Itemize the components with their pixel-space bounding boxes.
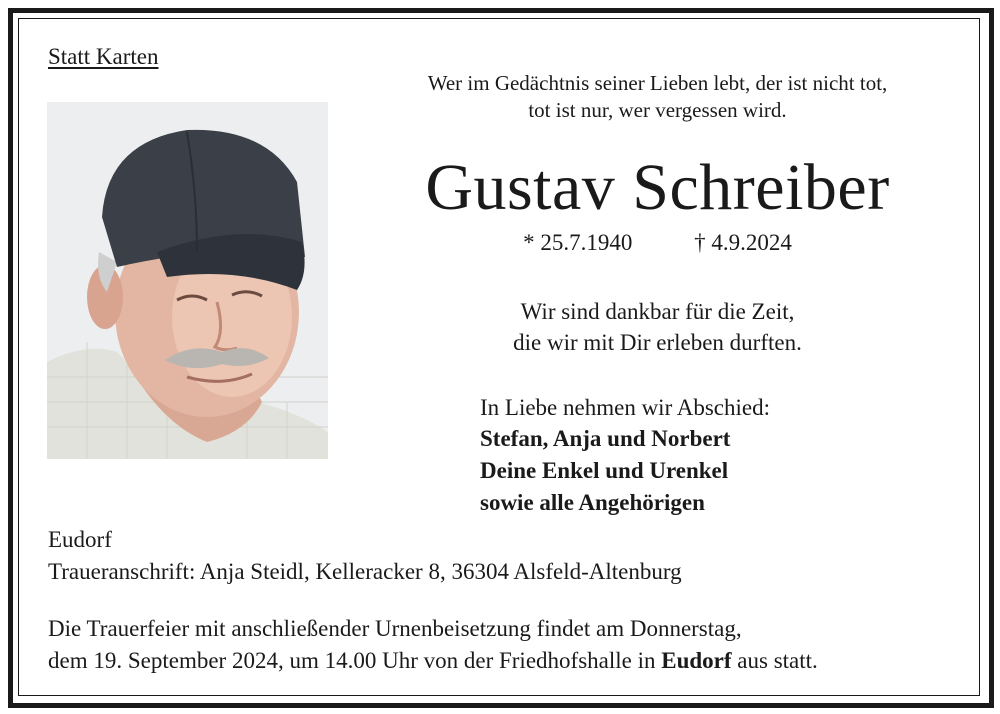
ceremony-notice [48, 613, 818, 677]
statt-karten-label: Statt Karten [48, 44, 159, 69]
mourner-entry: sowie alle Angehörigen [480, 490, 705, 515]
mourner-entry: Stefan, Anja und Norbert [480, 426, 731, 451]
death-date: † 4.9.2024 [694, 230, 792, 255]
gratitude-line-2: die wir mit Dir erleben durften. [513, 330, 802, 355]
farewell-intro: In Liebe nehmen wir Abschied: [480, 395, 770, 420]
mourner-entry: Deine Enkel und Urenkel [480, 458, 729, 483]
portrait-photo-icon [47, 102, 328, 459]
place-name: Eudorf [48, 527, 112, 552]
portrait-photo [47, 102, 328, 459]
mourning-address: Traueranschrift: Anja Steidl, Kelleracker 8, 36304 Alsfeld-Altenburg [48, 559, 682, 584]
memorial-quote [370, 70, 945, 124]
birth-date: * 25.7.1940 [523, 230, 633, 255]
life-dates [370, 228, 945, 258]
ceremony-line-1: Die Trauerfeier mit anschließender Urnenbeisetzung findet am Donnerstag, [48, 616, 742, 641]
mourners-list [480, 423, 730, 519]
gratitude-message [370, 296, 945, 358]
ceremony-line-2-end: aus statt. [731, 648, 818, 673]
ceremony-line-2 [48, 645, 818, 677]
deceased-name: Gustav Schreiber [425, 151, 890, 224]
ceremony-line-2-start: dem 19. September 2024, um 14.00 Uhr von der Friedhofshalle in [48, 648, 662, 673]
ceremony-location: Eudorf [661, 648, 732, 673]
memorial-quote-line-1: Wer im Gedächtnis seiner Lieben lebt, der ist nicht tot, [427, 71, 888, 95]
gratitude-line-1: Wir sind dankbar für die Zeit, [520, 299, 795, 324]
memorial-quote-line-2: tot ist nur, wer vergessen wird. [528, 98, 787, 122]
